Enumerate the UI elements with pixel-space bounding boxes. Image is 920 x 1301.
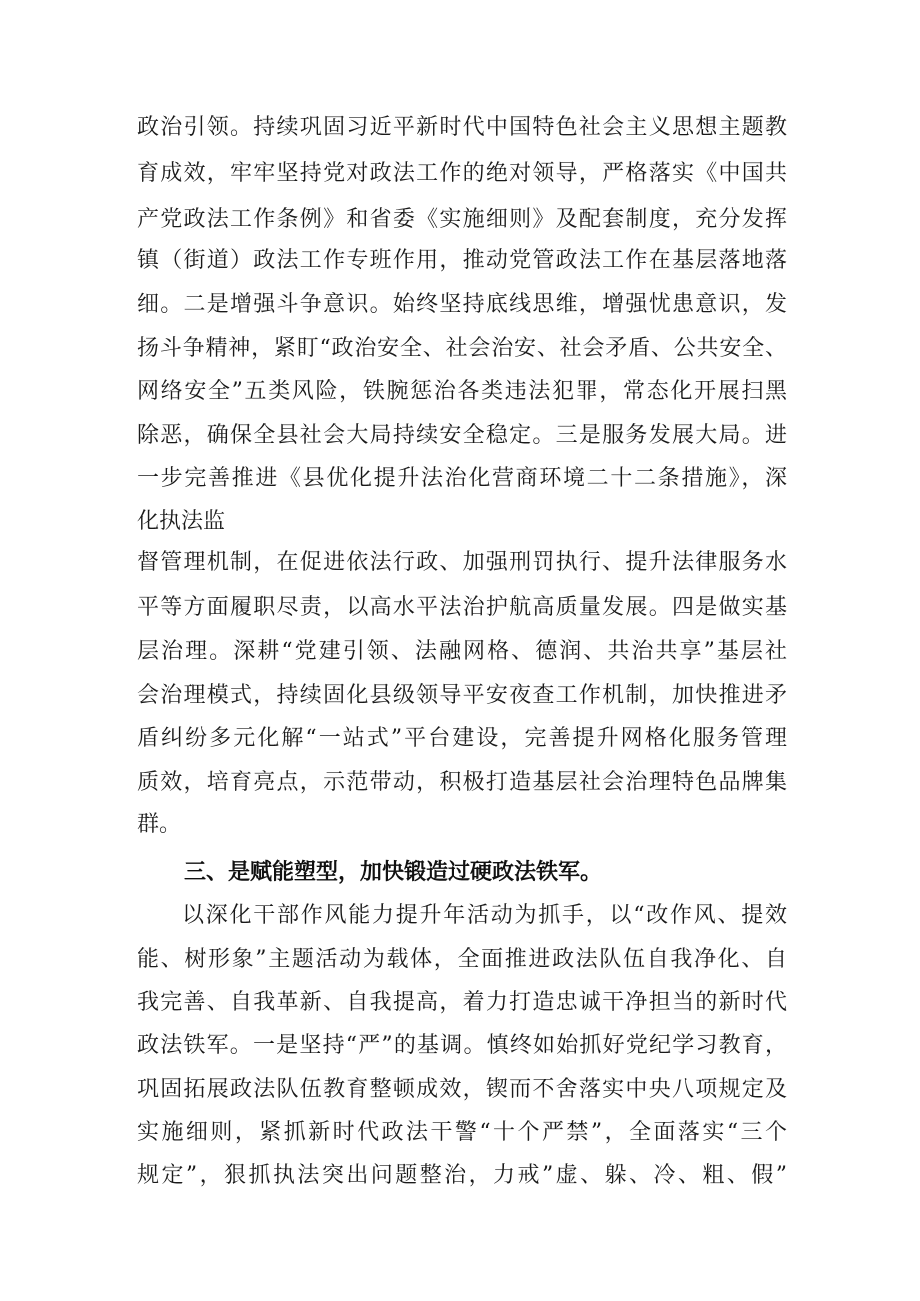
body-text-line: 群。: [137, 812, 182, 837]
body-text-line: 规定”，狠抓执法突出问题整治，力戒”虚、躲、冷、粗、假”: [137, 1163, 787, 1188]
body-text-line: 能、树形象”主题活动为载体，全面推进政法队伍自我净化、自: [137, 947, 787, 972]
body-text-line: 我完善、自我革新、自我提高，着力打造忠诚干净担当的新时代: [137, 990, 787, 1015]
body-text-line: 会治理模式，持续固化县级领导平安夜查工作机制，加快推进矛: [137, 683, 787, 708]
body-text-line: 层治理。深耕“党建引领、法融网格、德润、共治共享”基层社: [137, 639, 787, 664]
body-text-line: 以深化干部作风能力提升年活动为抓手，以“改作风、提效: [182, 903, 787, 928]
body-text-line: 化执法监: [137, 509, 226, 534]
body-text-line: 除恶，确保全县社会大局持续安全稳定。三是服务发展大局。进: [137, 423, 787, 448]
body-text-line: 细。二是增强斗争意识。始终坚持底线思维，增强忧患意识，发: [137, 292, 787, 317]
body-text-line: 扬斗争精神，紧盯“政治安全、社会治安、社会矛盾、公共安全、: [137, 336, 787, 361]
body-text-line: 网络安全”五类风险，铁腕惩治各类违法犯罪，常态化开展扫黑: [137, 379, 787, 404]
body-text-line: 巩固拓展政法队伍教育整顿成效，锲而不舍落实中央八项规定及: [137, 1077, 787, 1102]
body-text-line: 政治引领。持续巩固习近平新时代中国特色社会主义思想主题教: [137, 115, 787, 140]
body-text-line: 实施细则，紧抓新时代政法干警“十个严禁”，全面落实“三个: [137, 1120, 787, 1145]
body-text-line: 政法铁军。一是坚持“严”的基调。慎终如始抓好党纪学习教育，: [137, 1033, 787, 1058]
body-text-line: 平等方面履职尽责，以高水平法治护航高质量发展。四是做实基: [137, 595, 787, 620]
body-text-line: 质效，培育亮点，示范带动，积极打造基层社会治理特色品牌集: [137, 770, 787, 795]
body-text-line: 产党政法工作条例》和省委《实施细则》及配套制度，充分发挥: [137, 207, 787, 232]
body-text-line: 一步完善推进《县优化提升法治化营商环境二十二条措施》，深: [137, 466, 787, 491]
body-text-line: 育成效，牢牢坚持党对政法工作的绝对领导，严格落实《中国共: [137, 161, 787, 186]
body-text-line: 盾纠纷多元化解“一站式”平台建设，完善提升网格化服务管理: [137, 726, 787, 751]
body-text-line: 督管理机制，在促进依法行政、加强刑罚执行、提升法律服务水: [137, 550, 787, 575]
section-heading: 三、是赋能塑型，加快锻造过硬政法铁军。: [184, 860, 603, 885]
body-text-line: 镇（街道）政法工作专班作用，推动党管政法工作在基层落地落: [137, 248, 787, 273]
